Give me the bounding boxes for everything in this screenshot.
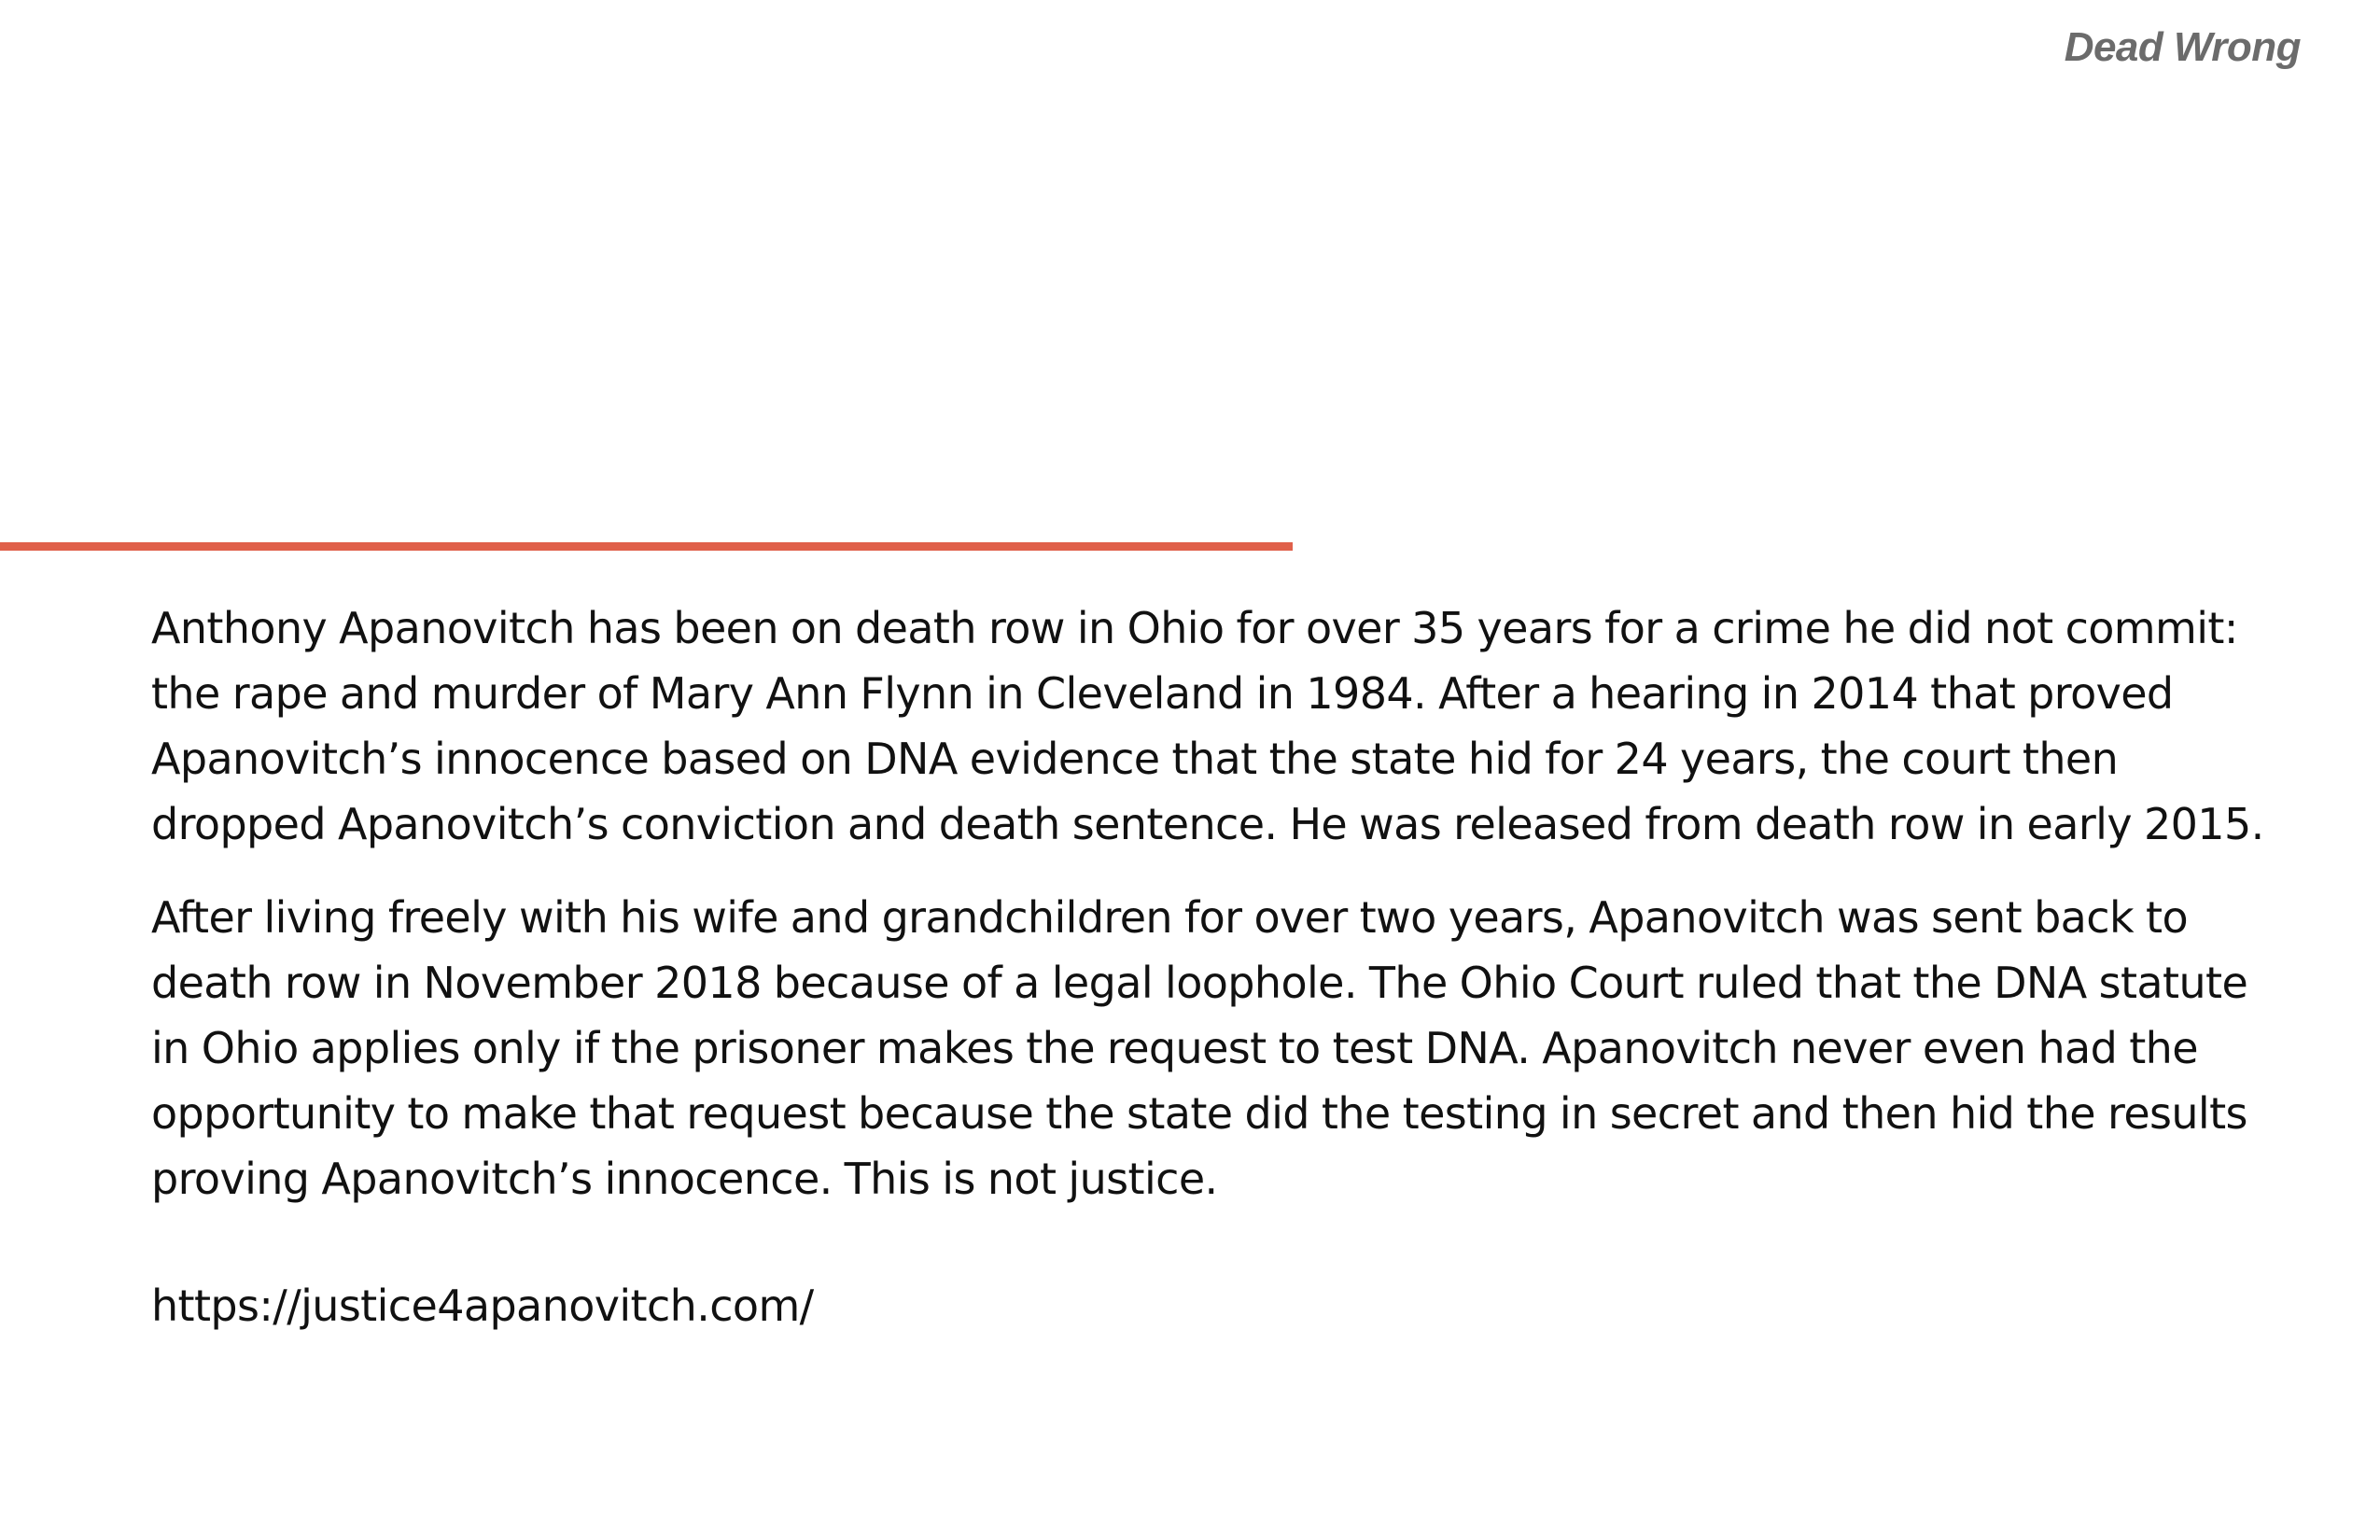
- website-link[interactable]: https://justice4apanovitch.com/: [151, 1281, 814, 1331]
- body-content: [151, 595, 2270, 1338]
- document-header-title: Dead Wrong: [2064, 24, 2301, 70]
- paragraph-2: After living freely with his wife and grandchildren for over two years, Apanovitch was sent back to death row in November 2018 because of a legal loophole. The Ohio Court ruled that the DNA statute in Ohio applies only if the prisoner makes the request to test DNA. Apanovitch never even had the opportunity to make that request because the state did the testing in secret and then hid the results proving Apanovitch’s innocence. This is not justice.: [151, 892, 2248, 1204]
- accent-divider: [0, 542, 1293, 551]
- paragraph-1: Anthony Apanovitch has been on death row in Ohio for over 35 years for a crime he did not commit: the rape and murder of Mary Ann Flynn in Cleveland in 1984. After a hearing in 2014 that proved Apanovitch’s innocence based on DNA evidence that the state hid for 24 years, the court then dropped Apanovitch’s conviction and death sentence. He was released from death row in early 2015.: [151, 603, 2264, 849]
